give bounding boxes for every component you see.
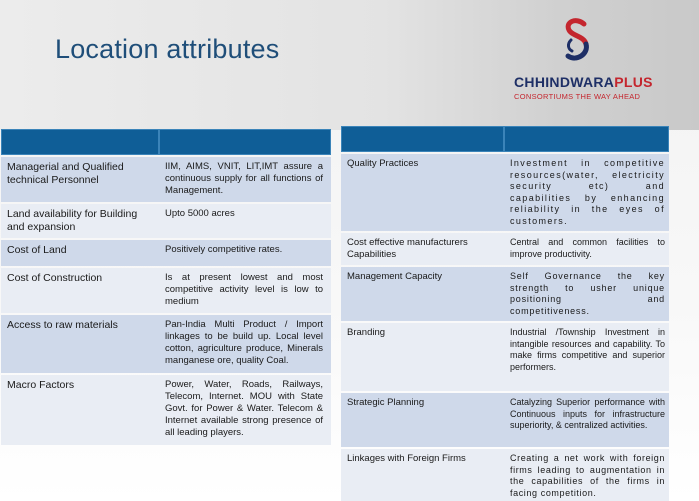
left-table-header-cell-2 <box>159 129 331 155</box>
right-table-header-cell-2 <box>504 126 669 152</box>
table-row <box>341 233 669 265</box>
left-table-header-cell-1 <box>1 129 159 155</box>
description-cell: Creating a net work with foreign firms leading to augmentation in the capabilities of the firms in facing competition. <box>504 449 669 501</box>
attribute-cell: Land availability for Building and expansion <box>1 204 159 238</box>
logo-s-mark-icon <box>562 18 592 64</box>
description-cell: Catalyzing Superior performance with Continuous inputs for infrastructure superiority, & centralized activities. <box>504 393 669 447</box>
table-row <box>1 375 331 445</box>
table-row <box>341 267 669 321</box>
right-table-header-row <box>341 126 669 152</box>
logo-name-part2: PLUS <box>614 74 653 90</box>
description-cell: Industrial /Township Investment in intangible resources and capability. To make firms competitive and superior performers. <box>504 323 669 391</box>
left-table-header-row <box>1 129 331 155</box>
description-cell: Is at present lowest and most competitive activity level is low to medium <box>159 268 331 313</box>
attribute-cell: Branding <box>341 323 504 391</box>
logo-tagline: CONSORTIUMS THE WAY AHEAD <box>514 92 641 101</box>
table-row <box>341 154 669 231</box>
description-cell: Self Governance the key strength to usher unique positioning and competitiveness. <box>504 267 669 321</box>
attribute-cell: Management Capacity <box>341 267 504 321</box>
description-cell: Pan-India Multi Product / Import linkages to be build up. Local level cotton, agriculture produce, Minerals manganese ore, quality Coal. <box>159 315 331 373</box>
table-row <box>1 268 331 313</box>
attribute-cell: Quality Practices <box>341 154 504 231</box>
description-cell: Central and common facilities to improve productivity. <box>504 233 669 265</box>
table-row <box>341 393 669 447</box>
table-row <box>1 204 331 238</box>
attribute-cell: Linkages with Foreign Firms <box>341 449 504 501</box>
attribute-cell: Cost of Construction <box>1 268 159 313</box>
table-row <box>341 449 669 501</box>
logo-name-part1: CHHINDWARA <box>514 74 615 90</box>
attribute-cell: Cost of Land <box>1 240 159 266</box>
logo-name <box>514 74 664 90</box>
description-cell: IIM, AIMS, VNIT, LIT,IMT assure a continuous supply for all functions of Management. <box>159 157 331 202</box>
chhindwaraplus-logo <box>514 16 664 106</box>
attribute-cell: Cost effective manufacturers Capabilities <box>341 233 504 265</box>
table-row <box>1 315 331 373</box>
attribute-cell: Access to raw materials <box>1 315 159 373</box>
attribute-cell: Strategic Planning <box>341 393 504 447</box>
description-cell: Investment in competitive resources(water, electricity security etc) and capabilities by enhancing reliability in the eyes of customers. <box>504 154 669 231</box>
table-row <box>1 240 331 266</box>
description-cell: Positively competitive rates. <box>159 240 331 266</box>
description-cell: Power, Water, Roads, Railways, Telecom, Internet. MOU with State Govt. for Power & Water. Telecom & Internet available strong presence of all leading players. <box>159 375 331 445</box>
left-attributes-table <box>1 127 331 447</box>
attribute-cell: Managerial and Qualified technical Personnel <box>1 157 159 202</box>
table-row <box>1 157 331 202</box>
slide-title: Location attributes <box>55 34 280 64</box>
right-attributes-table <box>341 124 669 501</box>
description-cell: Upto 5000 acres <box>159 204 331 238</box>
table-row <box>341 323 669 391</box>
right-table-header-cell-1 <box>341 126 504 152</box>
attribute-cell: Macro Factors <box>1 375 159 445</box>
